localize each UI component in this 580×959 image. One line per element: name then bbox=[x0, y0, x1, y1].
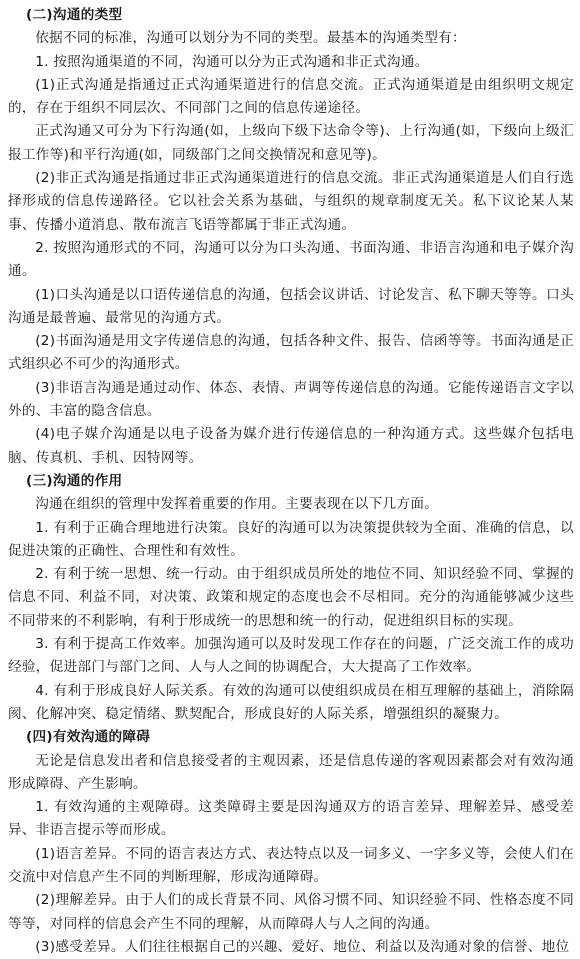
paragraph: 沟通在组织的管理中发挥着重要的作用。主要表现在以下几方面。 bbox=[35, 496, 439, 513]
paragraph: 3. 有利于提高工作效率。加强沟通可以及时发现工作存在的问题，广泛交流工作的成功经验，促进部门与部门之间、人与人之间的协调配合，大大提高了工作效率。 bbox=[8, 636, 574, 676]
paragraph: (3)非语言沟通是通过动作、体态、表情、声调等传递信息的沟通。它能传递语言文字以外的、丰富的隐含信息。 bbox=[8, 379, 574, 420]
paragraph: 无论是信息发出者和信息接受者的主观因素，还是信息传递的客观因素都会对有效沟通形成障碍、产生影响。 bbox=[8, 752, 574, 792]
paragraph: 1. 有效沟通的主观障碍。这类障碍主要是因沟通双方的语言差异、理解差异、感受差异、非语言提示等而形成。 bbox=[8, 799, 574, 839]
paragraph: 4. 有利于形成良好人际关系。有效的沟通可以使组织成员在相互理解的基础上，消除隔阂、化解冲突、稳定情绪、默契配合，形成良好的人际关系，增强组织的凝聚力。 bbox=[8, 682, 574, 722]
section-heading-functions: (三)沟通的作用 bbox=[26, 472, 123, 489]
paragraph: 2. 有利于统一思想、统一行动。由于组织成员所处的地位不同、知识经验不同、掌握的信息不同、利益不同，对决策、政策和规定的态度也会不尽相同。充分的沟通能够减少这些不同带来的不利影响，有利于形成统一的思想和统一的行动，促进组织目标的实现。 bbox=[8, 566, 574, 629]
paragraph: (2)非正式沟通是指通过非正式沟通渠道进行的信息交流。非正式沟通渠道是人们自行选择形成的信息传递路径。它以社会关系为基础，与组织的规章制度无关。私下议论某人某事、传播小道消息、散布流言飞语等都属于非正式沟通。 bbox=[8, 170, 574, 233]
paragraph: 1. 按照沟通渠道的不同，沟通可以分为正式沟通和非正式沟通。 bbox=[35, 53, 429, 70]
paragraph: 2. 按照沟通形式的不同，沟通可以分为口头沟通、书面沟通、非语言沟通和电子媒介沟通。 bbox=[8, 239, 574, 280]
paragraph: (1)口头沟通是以口语传递信息的沟通，包括会议讲话、讨论发言、私下聊天等等。口头沟通是最普遍、最常见的沟通方式。 bbox=[8, 286, 574, 326]
paragraph: 正式沟通又可分为下行沟通(如，上级向下级下达命令等)、上行沟通(如，下级向上级汇报工作等)和平行沟通(如，同级部门之间交换情况和意见等)。 bbox=[8, 123, 574, 163]
document-page bbox=[8, 4, 574, 959]
section-heading-types: (二)沟通的类型 bbox=[26, 7, 123, 23]
paragraph: (4)电子媒介沟通是以电子设备为媒介进行传递信息的一种沟通方式。这些媒介包括电脑、传真机、手机、因特网等。 bbox=[8, 426, 574, 466]
section-heading-barriers: (四)有效沟通的障碍 bbox=[26, 729, 151, 746]
paragraph: 1. 有利于正确合理地进行决策。良好的沟通可以为决策提供较为全面、准确的信息，以促进决策的正确性、合理性和有效性。 bbox=[8, 519, 574, 559]
paragraph: (1)语言差异。不同的语言表达方式、表达特点以及一词多义、一字多义等，会使人们在交流中对信息产生不同的判断理解，形成沟通障碍。 bbox=[8, 845, 574, 885]
paragraph: 依据不同的标准，沟通可以划分为不同的类型。最基本的沟通类型有： bbox=[35, 30, 466, 47]
paragraph: (2)书面沟通是用文字传递信息的沟通，包括各种文件、报告、信函等等。书面沟通是正式组织必不可少的沟通形式。 bbox=[8, 333, 574, 373]
paragraph: (3)感受差异。人们往往根据自己的兴趣、爱好、地位、利益以及沟通对象的信誉、地位 bbox=[35, 938, 570, 955]
paragraph: (1)正式沟通是指通过正式沟通渠道进行的信息交流。正式沟通渠道是由组织明文规定的，存在于组织不同层次、不同部门之间的信息传递途径。 bbox=[8, 76, 574, 117]
paragraph: (2)理解差异。由于人们的成长背景不同、风俗习惯不同、知识经验不同、性格态度不同等等，对同样的信息会产生不同的理解，从而障碍人与人之间的沟通。 bbox=[8, 892, 574, 932]
